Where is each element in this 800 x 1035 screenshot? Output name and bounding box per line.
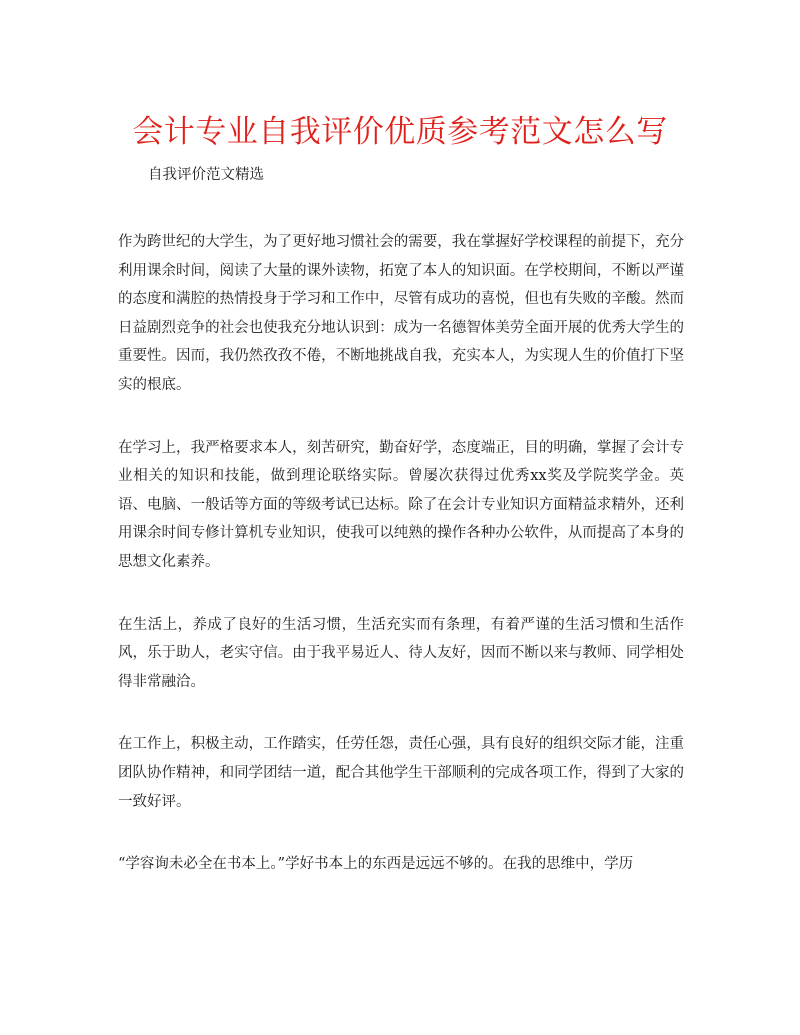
paragraph-learning: “学容询未必全在书本上。”学好书本上的东西是远远不够的。在我的思维中，学历 bbox=[118, 856, 634, 873]
paragraph-life: 在生活上，养成了良好的生活习惯，生活充实而有条理，有着严谨的生活习惯和生活作风，乐于助人，老实守信。由于我平易近人、待人友好，因而不断以来与教师、同学相处得非常融洽。 bbox=[118, 616, 684, 690]
document-title: 会计专业自我评价优质参考范文怎么写 bbox=[132, 114, 668, 150]
paragraph-work: 在工作上，积极主动，工作踏实，任劳任怨，责任心强，具有良好的组织交际才能，注重团队协作精神，和同学团结一道，配合其他学生干部顺利的完成各项工作，得到了大家的一致好评。 bbox=[118, 736, 684, 810]
paragraph-intro: 作为跨世纪的大学生，为了更好地习惯社会的需要，我在掌握好学校课程的前提下，充分利用课余时间，阅读了大量的课外读物，拓宽了本人的知识面。在学校期间，不断以严谨的态度和满腔的热情投身于学习和工作中，尽管有成功的喜悦，但也有失败的辛酸。然而日益剧烈竞争的社会也使我充分地认识到：成为一名德智体美劳全面开展的优秀大学生的重要性。因而，我仍然孜孜不倦，不断地挑战自我，充实本人，为实现人生的价值打下坚实的根底。 bbox=[118, 234, 684, 393]
document-body bbox=[118, 228, 684, 913]
document-subtitle: 自我评价范文精选 bbox=[148, 167, 264, 183]
paragraph-study: 在学习上，我严格要求本人，刻苦研究，勤奋好学，态度端正，目的明确，掌握了会计专业相关的知识和技能，做到理论联络实际。曾屡次获得过优秀xx奖及学院奖学金。英语、电脑、一般话等方面的等级考试已达标。除了在会计专业知识方面精益求精外，还利用课余时间专修计算机专业知识，使我可以纯熟的操作各种办公软件，从而提高了本身的思想文化素养。 bbox=[118, 439, 684, 570]
